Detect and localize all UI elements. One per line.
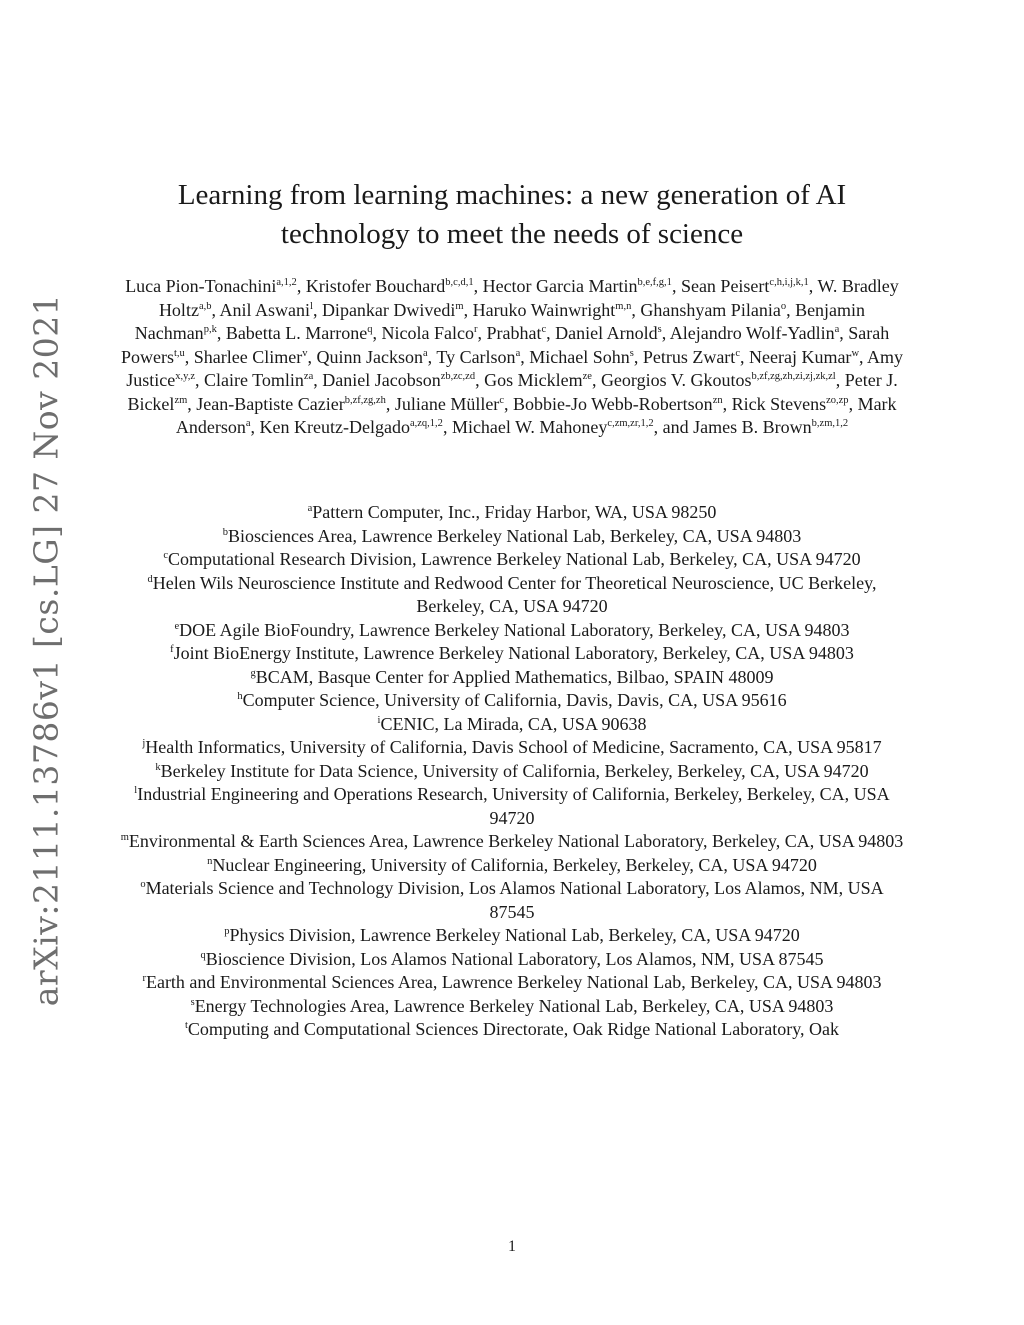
author-entry — [643, 347, 740, 367]
author-name: Ghanshyam Pilania — [640, 299, 781, 320]
affiliation-text: Computing and Computational Sciences Directorate, Oak Ridge National Laboratory, Oak — [187, 1019, 840, 1039]
affiliation-key: t — [184, 1020, 188, 1031]
affiliation-item — [118, 971, 906, 995]
author-conjunction: and — [662, 417, 689, 437]
affiliation-text: Computational Research Division, Lawrence Berkeley National Lab, Berkeley, CA, USA 94720 — [168, 549, 861, 569]
author-affiliation-marks: o — [780, 300, 787, 312]
affiliation-key: c — [163, 550, 168, 561]
author-name: Sharlee Climer — [193, 346, 303, 367]
author-entry — [487, 323, 547, 343]
author-entry — [555, 323, 662, 343]
affiliation-item — [118, 736, 906, 760]
affiliation-key: e — [174, 620, 180, 632]
author-name: Dipankar Dwivedi — [321, 299, 456, 320]
affiliation-item — [118, 1018, 906, 1042]
author-affiliation-marks: a,b — [198, 300, 212, 312]
author-entry — [513, 394, 723, 414]
author-name: Claire Tomlin — [204, 370, 304, 390]
author-name: Hector Garcia Martin — [482, 276, 638, 296]
affiliation-key: n — [207, 855, 213, 867]
affiliation-text: Helen Wils Neuroscience Institute and Redwood Center for Theoretical Neuroscience, UC Berkeley, Berkeley, CA, USA 94720 — [152, 572, 877, 616]
author-affiliation-marks: zo,zp — [826, 394, 849, 406]
affiliation-item — [118, 548, 906, 572]
affiliation-key: g — [250, 667, 256, 679]
affiliation-text: Nuclear Engineering, University of California, Berkeley, Berkeley, CA, USA 94720 — [212, 854, 817, 875]
author-affiliation-marks: x,y,z — [175, 371, 195, 382]
affiliation-key: i — [377, 714, 381, 726]
affiliation-text: Computer Science, University of California, Davis, Davis, CA, USA 95616 — [242, 690, 787, 710]
author-affiliation-marks: l — [310, 300, 313, 312]
author-name: Michael W. Mahoney — [451, 417, 608, 437]
affiliation-text: Joint BioEnergy Institute, Lawrence Berkeley National Laboratory, Berkeley, CA, USA 94803 — [173, 643, 854, 663]
author-name: Luca Pion-Tonachini — [125, 276, 277, 296]
author-name: Anil Aswani — [219, 299, 311, 320]
affiliation-key: j — [142, 738, 146, 749]
affiliation-text: CENIC, La Mirada, CA, USA 90638 — [380, 713, 647, 734]
author-name: Petrus Zwart — [642, 346, 736, 367]
author-name: Bobbie-Jo Webb-Robertson — [512, 393, 713, 414]
affiliation-key: r — [142, 973, 146, 984]
affiliation-item — [118, 854, 906, 878]
author-affiliation-marks: r — [474, 324, 478, 335]
author-name: Peter J. Bickel — [127, 370, 898, 414]
affiliation-key: d — [147, 573, 153, 585]
author-name: W. Bradley Holtz — [158, 276, 899, 320]
affiliation-text: Berkeley Institute for Data Science, University of California, Berkeley, Berkeley, CA, USA 94720 — [160, 760, 869, 781]
affiliation-text: Pattern Computer, Inc., Friday Harbor, WA, USA 98250 — [312, 502, 717, 522]
affiliation-item — [118, 642, 906, 666]
affiliation-item — [118, 760, 906, 784]
affiliation-text: Energy Technologies Area, Lawrence Berkeley National Lab, Berkeley, CA, USA 94803 — [194, 995, 834, 1016]
affiliation-text: Earth and Environmental Sciences Area, Lawrence Berkeley National Lab, Berkeley, CA, USA 94803 — [145, 972, 882, 992]
author-affiliation-marks: a,zq,1,2 — [409, 418, 443, 429]
author-name: Jean-Baptiste Cazier — [196, 393, 345, 414]
affiliation-text: Bioscience Division, Los Alamos National Laboratory, Los Alamos, NM, USA 87545 — [205, 948, 824, 969]
author-name: Daniel Jacobson — [322, 370, 441, 390]
affiliation-item — [118, 830, 906, 854]
author-entry — [484, 370, 592, 390]
affiliation-key: h — [237, 691, 243, 702]
author-name: Gos Micklem — [484, 370, 583, 390]
affiliation-item — [118, 666, 906, 690]
author-entry — [483, 276, 672, 296]
author-affiliation-marks: q — [367, 324, 373, 335]
affiliation-text: DOE Agile BioFoundry, Lawrence Berkeley National Laboratory, Berkeley, CA, USA 94803 — [179, 619, 850, 640]
affiliation-item — [118, 501, 906, 525]
author-entry — [204, 370, 313, 390]
affiliation-list — [118, 501, 906, 1042]
author-entry — [306, 276, 474, 296]
author-affiliation-marks: c — [735, 347, 740, 359]
affiliation-item — [118, 619, 906, 643]
author-affiliation-marks: c — [499, 394, 504, 406]
author-entry — [529, 347, 634, 367]
affiliation-key: m — [120, 832, 129, 843]
author-entry — [395, 394, 504, 414]
author-name: Ken Kreutz-Delgado — [259, 417, 410, 437]
author-affiliation-marks: zn — [712, 394, 723, 406]
author-affiliation-marks: m — [455, 300, 464, 312]
author-name: Benjamin Nachman — [134, 299, 866, 343]
author-affiliation-marks: a — [245, 418, 251, 429]
author-name: Haruko Wainwright — [472, 299, 616, 320]
author-entry — [452, 417, 654, 437]
author-affiliation-marks: b,zf,zg,zh — [344, 394, 386, 406]
author-entry — [693, 417, 848, 437]
author-affiliation-marks: a — [834, 324, 840, 335]
author-affiliation-marks: c,zm,zr,1,2 — [607, 418, 654, 429]
arxiv-identifier-stamp: arXiv:2111.13786v1 [cs.LG] 27 Nov 2021 — [26, 293, 66, 1007]
author-entry — [732, 394, 849, 414]
author-affiliation-marks: s — [629, 347, 634, 359]
author-entry — [316, 347, 427, 367]
author-affiliation-marks: p,k — [203, 324, 217, 335]
author-entry — [749, 347, 859, 367]
affiliation-key: o — [140, 879, 146, 890]
author-affiliation-marks: c — [541, 324, 547, 335]
author-entry — [194, 347, 308, 367]
affiliation-item — [118, 525, 906, 549]
author-affiliation-marks: a — [422, 347, 428, 359]
author-affiliation-marks: v — [302, 347, 308, 359]
author-affiliation-marks: t,u — [173, 347, 185, 359]
affiliation-text: Biosciences Area, Lawrence Berkeley National Lab, Berkeley, CA, USA 94803 — [228, 525, 802, 546]
author-entry — [260, 417, 443, 437]
affiliation-text: Physics Division, Lawrence Berkeley National Lab, Berkeley, CA, USA 94720 — [229, 925, 800, 945]
author-name: Kristofer Bouchard — [305, 276, 446, 296]
affiliation-text: Health Informatics, University of California, Davis School of Medicine, Sacramento, CA, USA 95817 — [145, 737, 882, 757]
affiliation-key: q — [200, 949, 206, 961]
affiliation-item — [118, 924, 906, 948]
affiliation-item — [118, 877, 906, 924]
author-entry — [382, 323, 478, 343]
affiliation-text: Industrial Engineering and Operations Research, University of California, Berkeley, Berkeley, CA, USA 94720 — [137, 784, 890, 828]
affiliation-key: s — [190, 996, 195, 1008]
author-affiliation-marks: ze — [582, 371, 592, 382]
author-name: Neeraj Kumar — [748, 346, 852, 367]
author-name: Rick Stevens — [731, 393, 827, 414]
author-name: Sean Peisert — [680, 276, 770, 296]
author-name: Juliane Müller — [394, 393, 500, 414]
author-name: Daniel Arnold — [555, 323, 658, 343]
author-affiliation-marks: za — [303, 371, 314, 382]
author-affiliation-marks: a,1,2 — [276, 277, 297, 288]
affiliation-key: f — [170, 644, 174, 655]
affiliation-key: p — [224, 926, 230, 937]
affiliation-item — [118, 783, 906, 830]
author-name: Babetta L. Marrone — [225, 323, 368, 343]
author-affiliation-marks: zb,zc,zd — [440, 371, 476, 382]
author-affiliation-marks: a — [515, 347, 521, 359]
author-affiliation-marks: b,e,f,g,1 — [637, 277, 672, 288]
author-entry — [125, 276, 297, 296]
affiliation-key: b — [222, 526, 229, 538]
author-affiliation-marks: b,zf,zg,zh,zi,zj,zk,zl — [751, 371, 836, 382]
affiliation-item — [118, 995, 906, 1019]
author-entry — [322, 300, 464, 320]
paper-title-line-1: Learning from learning machines: a new generation of AI — [177, 179, 847, 211]
author-name: Alejandro Wolf-Yadlin — [669, 323, 835, 343]
affiliation-text: Materials Science and Technology Division, Los Alamos National Laboratory, Los Alamos, NM, USA 87545 — [145, 878, 884, 922]
author-name: Prabhat — [486, 323, 542, 343]
author-name: Georgios V. Gkoutos — [600, 370, 752, 390]
author-entry — [473, 300, 632, 320]
affiliation-text: Environmental & Earth Sciences Area, Lawrence Berkeley National Laboratory, Berkeley, CA, USA 94803 — [128, 831, 904, 851]
author-name: Michael Sohn — [529, 346, 630, 367]
affiliation-text: BCAM, Basque Center for Applied Mathematics, Bilbao, SPAIN 48009 — [255, 666, 774, 687]
affiliation-key: k — [155, 761, 161, 773]
author-affiliation-marks: b,zm,1,2 — [811, 418, 849, 429]
author-affiliation-marks: c,h,i,j,k,1 — [769, 277, 809, 288]
paper-title-line-2: technology to meet the needs of science — [280, 218, 744, 250]
author-affiliation-marks: b,c,d,1 — [445, 277, 474, 288]
author-affiliation-marks: zm — [174, 394, 188, 406]
author-name: Quinn Jackson — [316, 346, 423, 367]
paper-title — [0, 176, 1024, 254]
affiliation-item — [118, 713, 906, 737]
author-entry — [601, 370, 836, 390]
affiliation-item — [118, 948, 906, 972]
author-name: Sarah Powers — [120, 323, 890, 367]
page-number: 1 — [508, 1238, 516, 1255]
author-entry — [436, 347, 520, 367]
author-entry — [196, 394, 386, 414]
author-name: Ty Carlson — [436, 346, 516, 367]
affiliation-key: a — [307, 503, 313, 514]
author-affiliation-marks: s — [657, 324, 662, 335]
author-entry — [322, 370, 475, 390]
author-entry — [670, 323, 840, 343]
author-name: Amy Justice — [126, 346, 904, 390]
author-name: Mark Anderson — [175, 393, 897, 437]
author-entry — [220, 300, 313, 320]
affiliation-item — [118, 689, 906, 713]
author-affiliation-marks: m,n — [615, 300, 632, 312]
author-affiliation-marks: w — [851, 347, 860, 359]
author-name: Nicola Falco — [381, 323, 474, 343]
author-name: James B. Brown — [693, 417, 812, 437]
author-list: Luca Pion-Tonachini$^{a,1,2}$, Kristofer Bouchard$^{b,c,d,1}$, Hector Garcia Martin$^{b,e,f,g,1}$, Sean Peisert$^{c,h,i,j,k,1}$, W. Bradley Holtz$^{a,b}$, Anil Aswani$^l$, Dipankar Dwivedi$^m$, Haruko Wainwright$^{m,n}$, Ghanshyam Pilania$^o$, Benjamin Nachman$^{p,k}$, Babetta L. Marrone$^q$, Nicola Falco$^r$, Prabhat$^c$, Daniel Arnold$^s$, Alejandro Wolf-Yadlin$^a$, Sarah Powers$^{t,u}$, Sharlee Climer$^v$, Quinn Jackson$^a$, Ty Carlson$^a$, Michael Sohn$^s$, Petrus Zwart$^c$, Neeraj Kumar$^w$, Amy Justice$^{x,y,z}$, Claire Tomlin$^{za}$, Daniel Jacobson$^{zb,zc,zd}$, Gos Micklem$^{ze}$, Georgios V. Gkoutos$^{b,zf,zg,zh,zi,zj,zk,zl}$, Peter J. Bickel$^{zm}$, Jean-Baptiste Cazier$^{b,zf,zg,zh}$, Juliane Müller$^c$, Bobbie-Jo Webb-Robertson$^{zn}$, Rick Stevens$^{zo,zp}$, Mark Anderson$^a$, Ken Kreutz-Delgado$^{a,zq,1,2}$, Michael W. Mahoney$^{c,zm,zr,1,2}$, and James B. Brown$^{b,zm,1,2}$ — [120, 276, 904, 437]
affiliation-key: l — [134, 785, 138, 796]
affiliation-item — [118, 572, 906, 619]
author-entry — [681, 276, 809, 296]
author-entry — [640, 300, 786, 320]
author-entry — [226, 323, 373, 343]
